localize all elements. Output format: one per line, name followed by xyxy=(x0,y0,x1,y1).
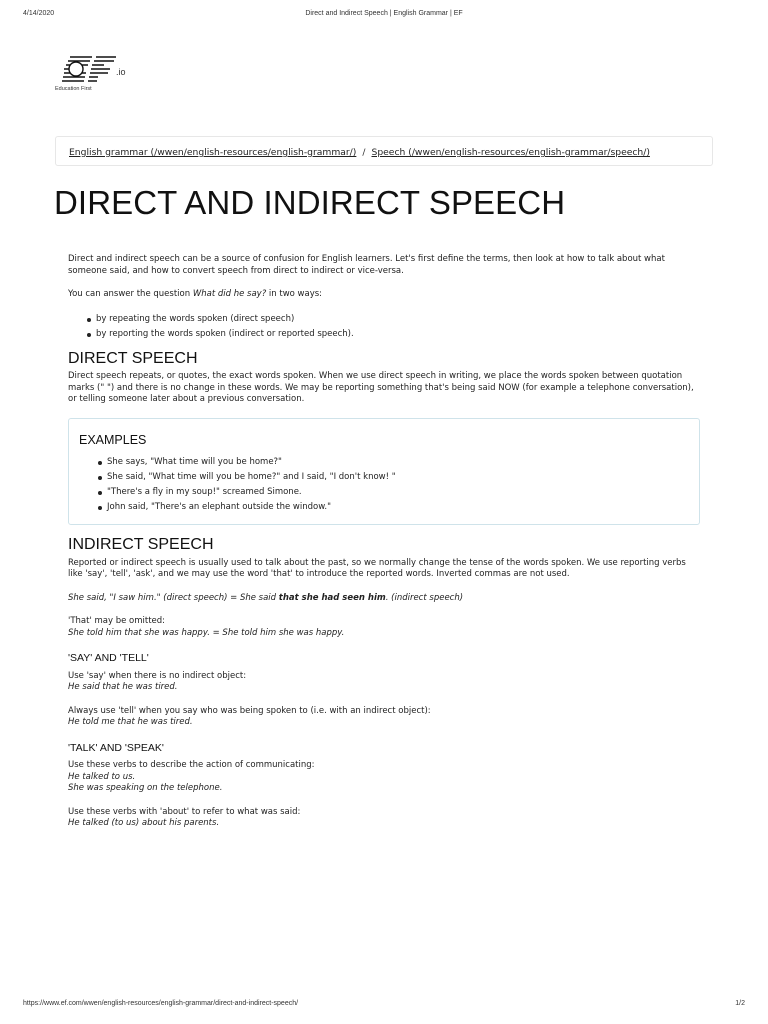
indirect-example-strong: that she had seen him xyxy=(278,592,386,603)
tell-rule xyxy=(68,706,700,729)
list-item: She said, "What time will you be home?" and I said, "I don't know! " xyxy=(79,472,699,484)
say-tell-heading: 'SAY' AND 'TELL' xyxy=(68,652,149,664)
ef-logo[interactable] xyxy=(55,53,135,95)
talk-example: He talked to us. xyxy=(68,771,136,782)
list-item: by repeating the words spoken (direct speech) xyxy=(68,314,700,326)
list-item: John said, "There's an elephant outside the window." xyxy=(79,502,699,514)
direct-speech-heading: DIRECT SPEECH xyxy=(68,349,198,367)
print-title: Direct and Indirect Speech | English Grammar | EF xyxy=(305,10,463,17)
print-url: https://www.ef.com/wwen/english-resources/english-grammar/direct-and-indirect-speech/ xyxy=(23,1000,299,1007)
logo-io-text: .io xyxy=(116,67,126,77)
examples-list xyxy=(79,457,699,514)
page-title: DIRECT AND INDIRECT SPEECH xyxy=(54,184,566,221)
print-date: 4/14/2020 xyxy=(23,10,55,17)
say-example: He said that he was tired. xyxy=(68,682,178,692)
breadcrumb-separator: / xyxy=(362,147,366,158)
talk-speak-rule xyxy=(68,760,700,795)
omit-label: 'That' may be omitted: xyxy=(68,616,166,626)
print-footer xyxy=(23,1000,745,1012)
say-rule xyxy=(68,671,700,694)
breadcrumb-link-english-grammar[interactable]: English grammar (/wwen/english-resources/english-grammar/) xyxy=(69,147,357,158)
intro-paragraph: Direct and indirect speech can be a source of confusion for English learners. Let's first define the terms, then look at how to talk about what someone said, and how to convert speech from direct to indirect or vice-versa. xyxy=(68,254,665,276)
ef-logo-mark-icon xyxy=(60,53,118,85)
intro-question-emphasis: What did he say? xyxy=(192,289,267,299)
talk-speak-heading: 'TALK' AND 'SPEAK' xyxy=(68,741,164,754)
examples-heading: EXAMPLES xyxy=(79,432,147,447)
list-item: She says, "What time will you be home?" xyxy=(79,457,699,469)
print-header xyxy=(23,10,745,22)
indirect-example-text-end: . (indirect speech) xyxy=(385,592,464,603)
about-rule xyxy=(68,807,700,830)
indirect-speech-heading: INDIRECT SPEECH xyxy=(68,536,214,553)
intro-list xyxy=(68,314,700,341)
list-item: "There's a fly in my soup!" screamed Simone. xyxy=(79,487,699,499)
about-rule-text: Use these verbs with 'about' to refer to what was said: xyxy=(68,806,301,817)
list-item: by reporting the words spoken (indirect or reported speech). xyxy=(68,329,700,341)
breadcrumb xyxy=(55,136,713,166)
examples-box xyxy=(68,418,700,526)
about-example: He talked (to us) about his parents. xyxy=(68,818,220,828)
tell-example: He told me that he was tired. xyxy=(68,717,193,727)
speak-example: She was speaking on the telephone. xyxy=(68,783,223,793)
intro-question-text-end: in two ways: xyxy=(266,289,323,299)
intro-question-paragraph xyxy=(68,289,700,301)
indirect-speech-paragraph: Reported or indirect speech is usually used to talk about the past, so we normally change the tense of the words spoken. We use reporting verbs like 'say', 'tell', 'ask', and we may use the word 'that' to introduce the reported words. Inverted commas are not used. xyxy=(68,557,686,579)
print-page-number: 1/2 xyxy=(735,1000,745,1007)
indirect-example xyxy=(68,593,700,605)
logo-tagline: Education First xyxy=(55,86,92,92)
intro-question-text: You can answer the question xyxy=(68,289,193,299)
indirect-example-text: She said, "I saw him." (direct speech) = She said xyxy=(68,592,279,603)
say-rule-text: Use 'say' when there is no indirect object: xyxy=(68,670,247,681)
talk-speak-rule-text: Use these verbs to describe the action of communicating: xyxy=(68,760,315,770)
tell-rule-text: Always use 'tell' when you say who was being spoken to (i.e. with an indirect object): xyxy=(68,705,431,716)
breadcrumb-link-speech[interactable]: Speech (/wwen/english-resources/english-grammar/speech/) xyxy=(371,147,650,158)
omit-example: She told him that she was happy. = She told him she was happy. xyxy=(68,627,345,638)
omit-note xyxy=(68,616,700,639)
direct-speech-paragraph: Direct speech repeats, or quotes, the exact words spoken. When we use direct speech in writing, we place the words spoken between quotation marks (" ") and there is no change in these words. We may be reporting something that's being said NOW (for example a telephone conversation), or telling someone later about a previous conversation. xyxy=(68,371,694,404)
article-content xyxy=(68,254,700,842)
